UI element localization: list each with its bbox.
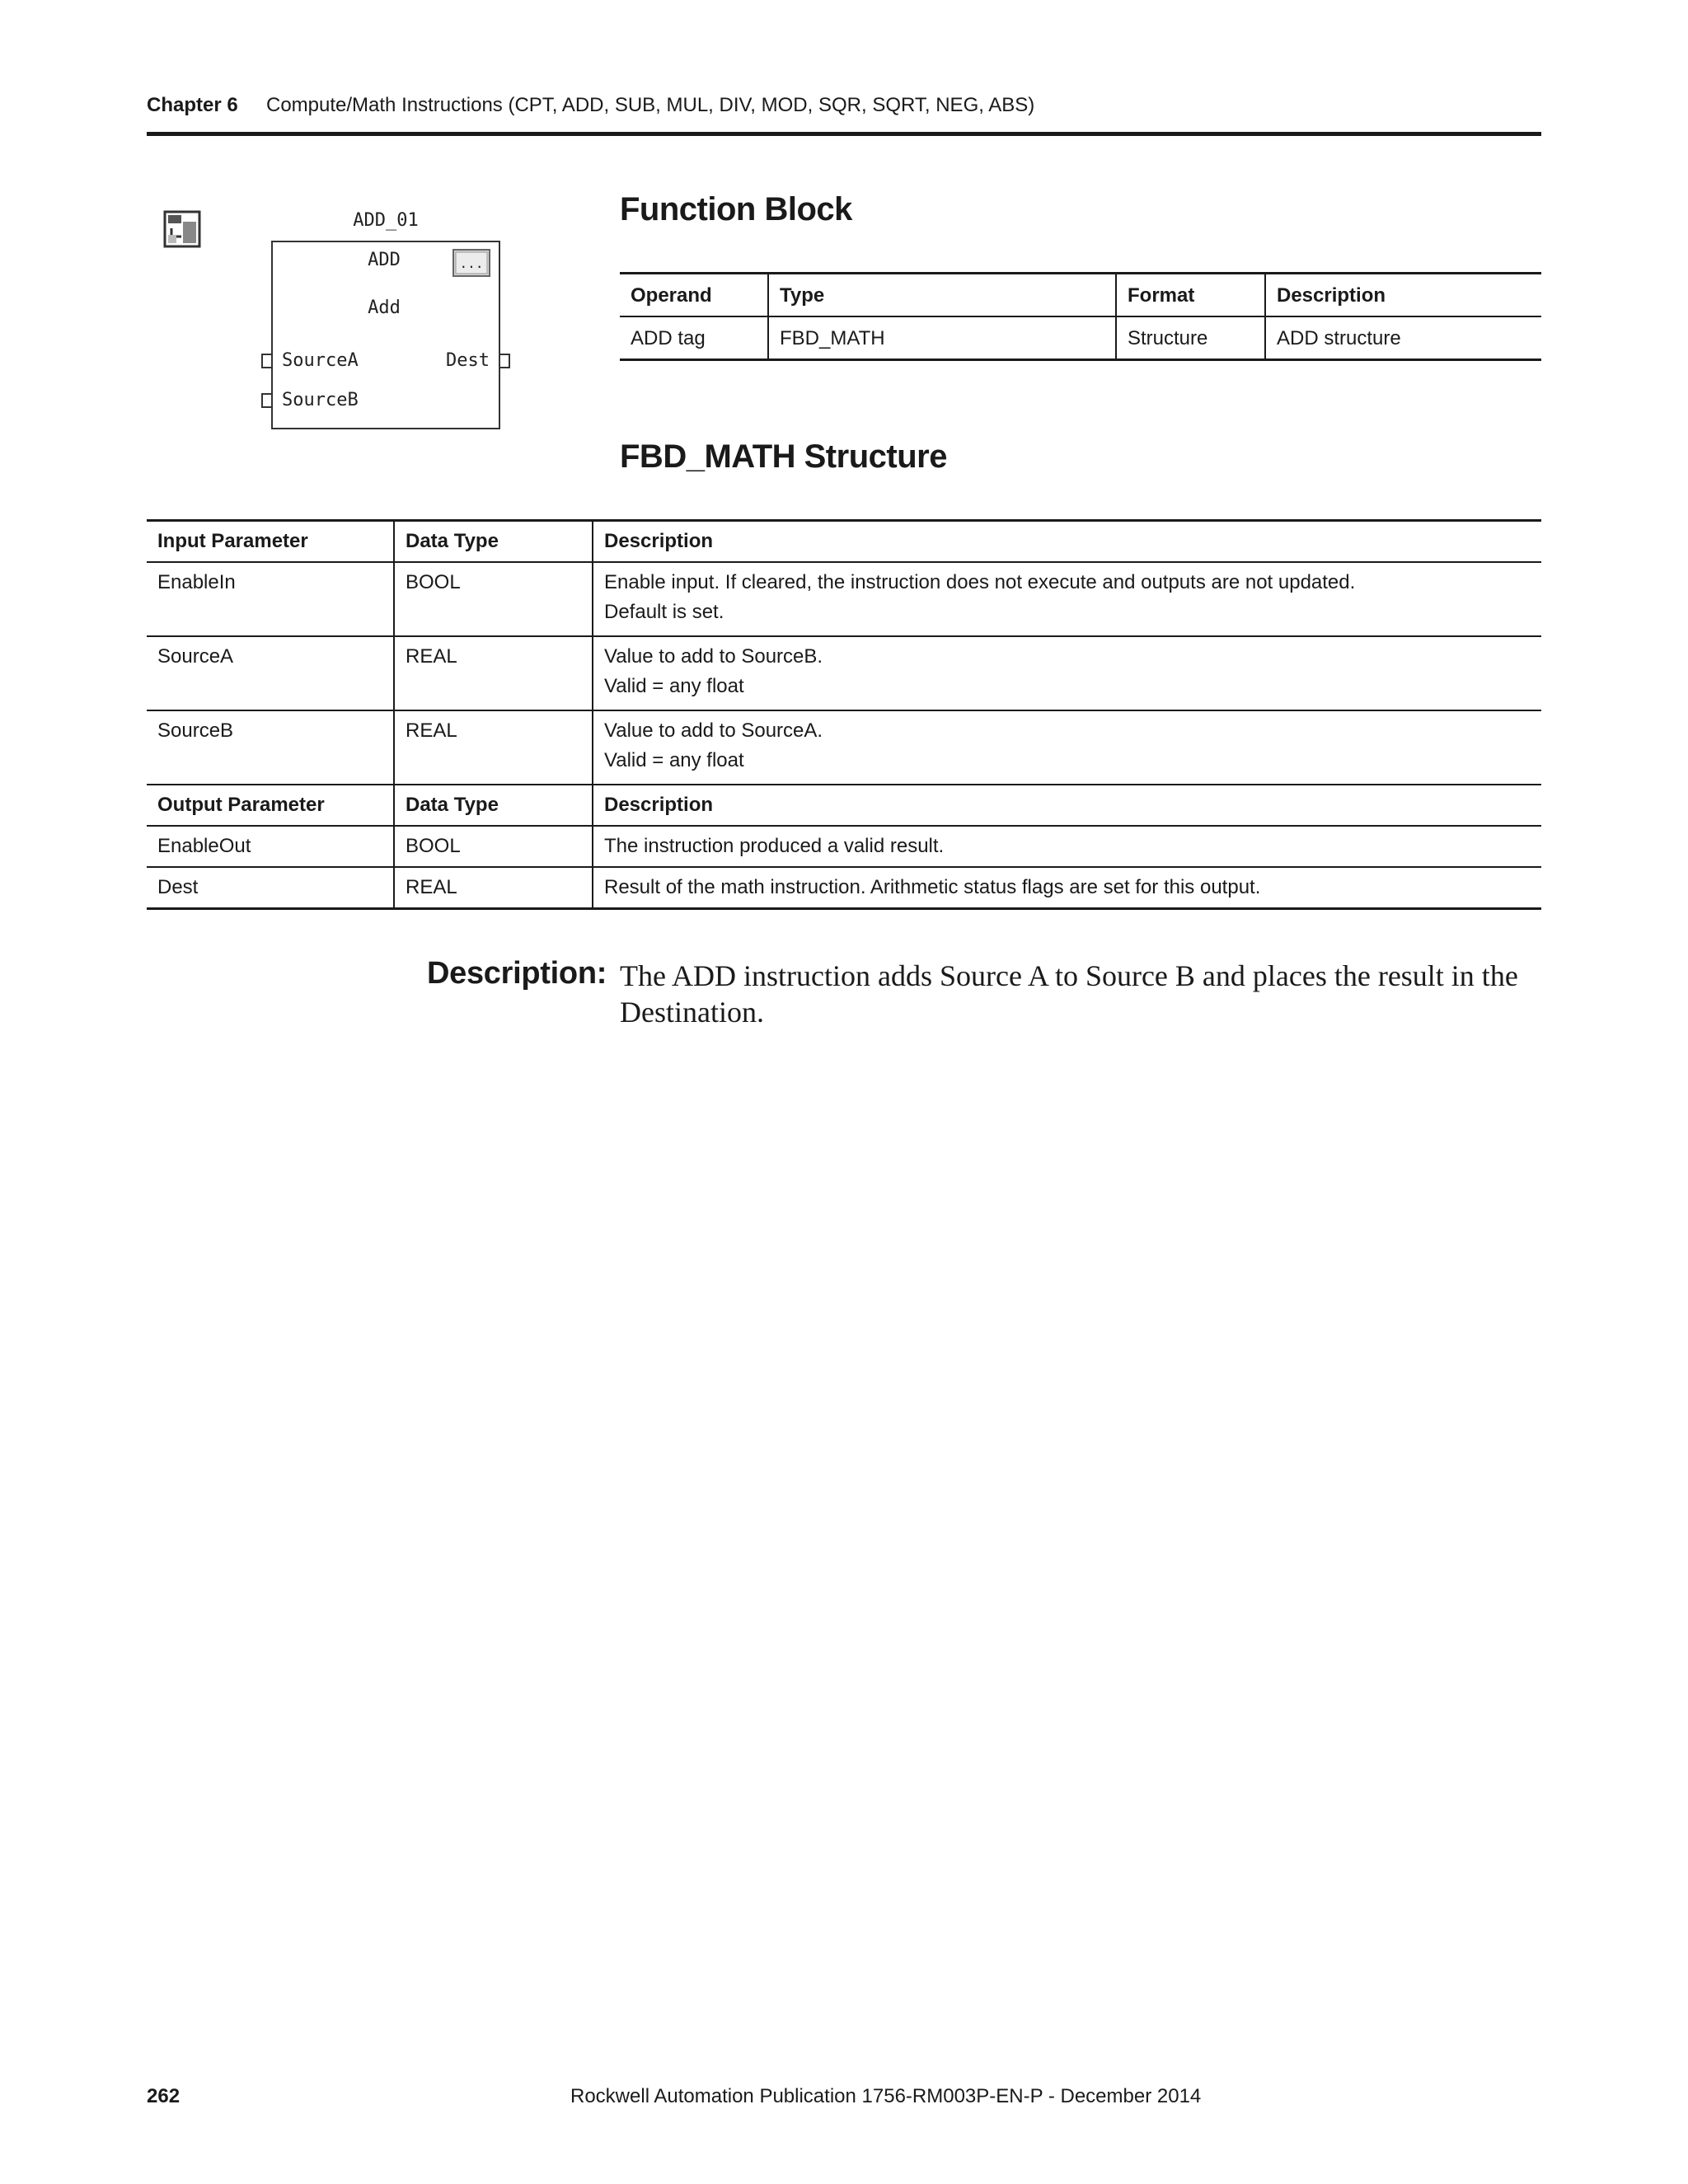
col-header-operand: Operand xyxy=(620,274,768,317)
param-desc-cell xyxy=(593,636,1541,710)
param-desc-cell xyxy=(593,562,1541,636)
col-header-description: Description xyxy=(593,785,1541,826)
param-type-cell: BOOL xyxy=(394,826,593,867)
input-pin-b[interactable] xyxy=(262,394,272,407)
function-block-heading: Function Block xyxy=(620,191,852,227)
col-header-description: Description xyxy=(593,521,1541,563)
block-properties-button[interactable] xyxy=(453,250,490,276)
input-pin-b-label: SourceB xyxy=(282,390,359,410)
param-desc-line: Value to add to SourceB. xyxy=(604,645,823,668)
table-row xyxy=(147,867,1541,909)
param-desc-line: Enable input. If cleared, the instruction does not execute and outputs are not updated. xyxy=(604,571,1356,593)
output-pin-dest[interactable] xyxy=(499,354,509,368)
type-cell: FBD_MATH xyxy=(768,316,1116,360)
fbd-math-parameter-table xyxy=(147,519,1541,910)
chapter-title: Compute/Math Instructions (CPT, ADD, SUB, MUL, DIV, MOD, SQR, SQRT, NEG, ABS) xyxy=(266,94,1035,116)
fbd-math-structure-heading: FBD_MATH Structure xyxy=(620,438,947,475)
block-button-label: ... xyxy=(459,255,484,271)
param-type-cell: REAL xyxy=(394,867,593,909)
description-cell: ADD structure xyxy=(1265,316,1541,360)
operand-cell: ADD tag xyxy=(620,316,768,360)
table-row xyxy=(147,562,1541,636)
col-header-format: Format xyxy=(1116,274,1265,317)
block-tag-name: ADD_01 xyxy=(353,210,419,231)
function-block-icon xyxy=(163,210,203,250)
chapter-label: Chapter 6 xyxy=(147,94,238,116)
block-label: Add xyxy=(368,298,401,318)
col-header-data-type: Data Type xyxy=(394,521,593,563)
description-text: The ADD instruction adds Source A to Source B and places the result in the Destination. xyxy=(620,959,1518,1029)
param-name-cell: EnableOut xyxy=(147,826,394,867)
description-label: Description: xyxy=(427,956,607,991)
param-type-cell: REAL xyxy=(394,710,593,785)
table-row xyxy=(147,826,1541,867)
operand-table-header xyxy=(620,274,1541,317)
param-desc-cell xyxy=(593,710,1541,785)
param-desc-line: Default is set. xyxy=(604,601,724,623)
block-type: ADD xyxy=(368,250,401,270)
page-number: 262 xyxy=(147,2085,181,2107)
output-parameter-header xyxy=(147,785,1541,826)
param-name-cell: SourceA xyxy=(147,636,394,710)
param-type-cell: REAL xyxy=(394,636,593,710)
col-header-type: Type xyxy=(768,274,1116,317)
col-header-description: Description xyxy=(1265,274,1541,317)
col-header-input-parameter: Input Parameter xyxy=(147,521,394,563)
output-pin-label: Dest xyxy=(446,350,490,371)
add-function-block-diagram xyxy=(256,206,528,445)
param-desc-line: Value to add to SourceA. xyxy=(604,719,823,742)
param-desc-cell: The instruction produced a valid result. xyxy=(593,826,1541,867)
operand-table xyxy=(620,272,1541,361)
publication-info: Rockwell Automation Publication 1756-RM003P-EN-P - December 2014 xyxy=(570,2085,1202,2107)
col-header-data-type: Data Type xyxy=(394,785,593,826)
param-desc-line: Valid = any float xyxy=(604,749,744,771)
param-desc-line: Valid = any float xyxy=(604,675,744,697)
format-cell: Structure xyxy=(1116,316,1265,360)
table-row xyxy=(147,710,1541,785)
input-parameter-header xyxy=(147,521,1541,563)
param-desc-cell: Result of the math instruction. Arithmetic status flags are set for this output. xyxy=(593,867,1541,909)
param-name-cell: SourceB xyxy=(147,710,394,785)
table-row xyxy=(620,316,1541,360)
param-name-cell: EnableIn xyxy=(147,562,394,636)
col-header-output-parameter: Output Parameter xyxy=(147,785,394,826)
input-pin-a[interactable] xyxy=(262,354,272,368)
input-pin-a-label: SourceA xyxy=(282,350,359,371)
param-type-cell: BOOL xyxy=(394,562,593,636)
table-row xyxy=(147,636,1541,710)
param-name-cell: Dest xyxy=(147,867,394,909)
header-rule xyxy=(147,132,1541,136)
